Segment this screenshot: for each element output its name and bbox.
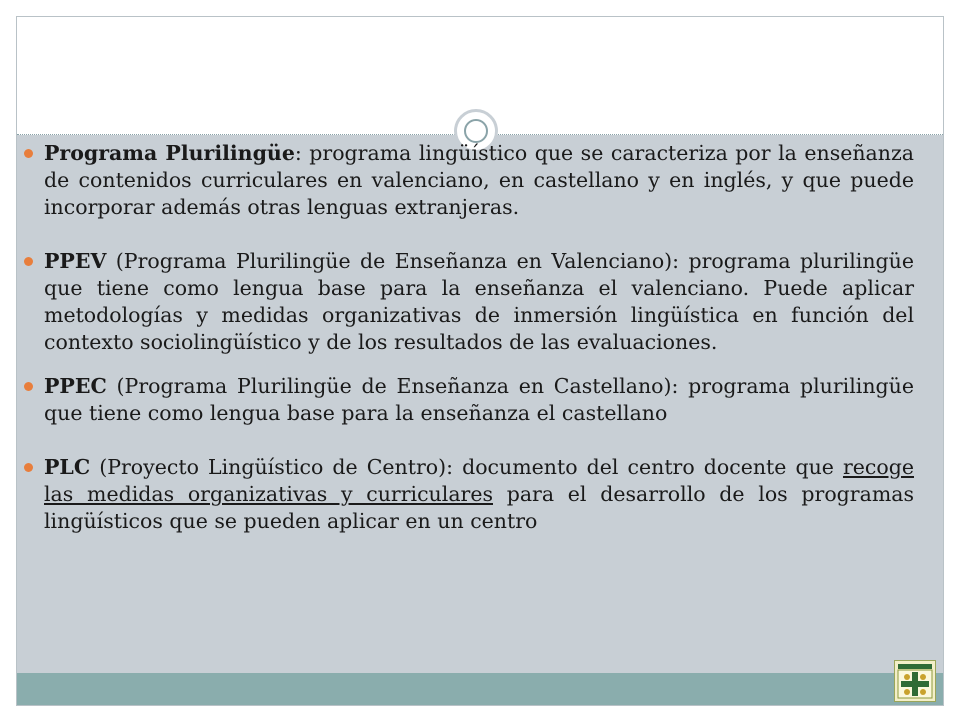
bullet-text: : programa lingüístico que se caracteriza por la enseñanza de contenidos curriculares en valenciano, en castellano y en inglés, y que puede incorporar además otras lenguas extranjeras. [44,141,915,219]
school-logo-icon [895,661,935,701]
bullet-item-programa-plurilingue [24,140,914,221]
school-logo [894,660,936,702]
bullet-text: para el desarrollo de los programas lingüísticos que se pueden aplicar en un centro [44,482,914,533]
bullet-term: PPEV [44,249,107,273]
bullet-term: Programa Plurilingüe [44,141,295,165]
bullet-term: PLC [44,455,91,479]
bullet-item-ppev [24,248,914,356]
bullet-term: PPEC [44,374,107,398]
bullet-list [24,140,914,535]
bullet-text: (Programa Plurilingüe de Enseñanza en Valenciano): programa plurilingüe que tiene como lengua base para la enseñanza el valenciano. Puede aplicar metodologías y medidas organizativas de inmersión lingüística en función del contexto sociolingüístico y de los resultados de las evaluaciones. [44,249,914,354]
bullet-item-ppec [24,373,914,427]
bullet-text: (Proyecto Lingüístico de Centro): documento del centro docente que [90,455,843,479]
bullet-item-plc [24,454,914,535]
footer-bar [17,673,943,705]
bullet-text: (Programa Plurilingüe de Enseñanza en Castellano): programa plurilingüe que tiene como lengua base para la enseñanza el castellano [44,374,914,425]
bullet-text-underlined: recoge las medidas organizativas y curriculares [44,455,914,506]
